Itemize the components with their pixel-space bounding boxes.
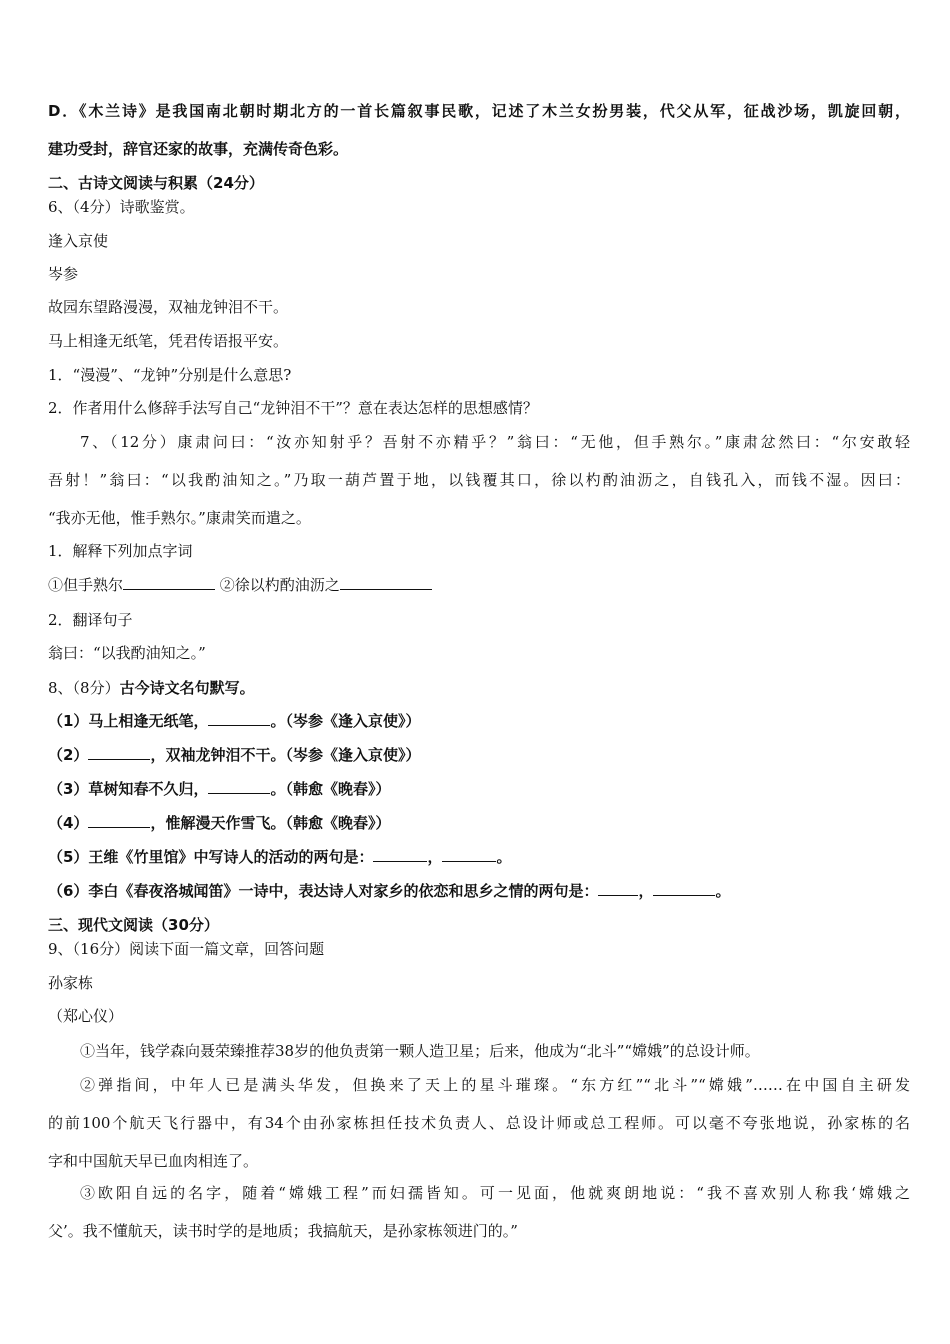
section-2-heading: 二、古诗文阅读与积累（24分） bbox=[48, 174, 264, 192]
q8-item-end: 。 bbox=[715, 882, 731, 900]
article-paragraph-3-line-1: ③欧阳自远的名字，随着“嫦娥工程”而妇孺皆知。可一见面，他就爽朗地说：“我不喜欢别人称我‘嫦娥之 bbox=[80, 1184, 910, 1202]
q7-passage-line-3: “我亦无他，惟手熟尔。”康肃笑而遣之。 bbox=[48, 509, 311, 527]
poem-line-1: 故园东望路漫漫，双袖龙钟泪不干。 bbox=[48, 298, 289, 316]
q8-item-6 bbox=[48, 880, 910, 902]
q6-sub-2: 2．作者用什么修辞手法写自己“龙钟泪不干”？意在表达怎样的思想感情？ bbox=[48, 399, 538, 417]
article-author: （郑心仪） bbox=[48, 1007, 124, 1025]
q8-item-5 bbox=[48, 846, 910, 868]
q6-sub-1: 1．“漫漫”、“龙钟”分别是什么意思? bbox=[48, 366, 292, 384]
q8-item-text: （5）王维《竹里馆》中写诗人的活动的两句是： bbox=[48, 848, 374, 866]
article-paragraph-2-line-2: 的前100个航天飞行器中，有34个由孙家栋担任技术负责人、总设计师或总工程师。可以毫不夸张地说，孙家栋的名 bbox=[48, 1114, 910, 1132]
q7-passage-line-2: 吾射！”翁曰：“以我酌油知之。”乃取一葫芦置于地，以钱覆其口，徐以杓酌油沥之，自钱孔入，而钱不湿。因曰： bbox=[48, 471, 910, 489]
poem-title: 逢入京使 bbox=[48, 232, 109, 250]
answer-blank[interactable] bbox=[123, 575, 215, 590]
q8-item-text: （4） bbox=[48, 814, 89, 832]
answer-blank[interactable] bbox=[88, 813, 150, 828]
q8-item-source: 。（韩愈《晚春》） bbox=[270, 780, 391, 798]
q8-item-text: （2） bbox=[48, 746, 89, 764]
q7-item-1: ①但手熟尔 bbox=[48, 576, 124, 594]
poem-author: 岑参 bbox=[48, 265, 79, 283]
q8-item-text: （6）李白《春夜洛城闻笛》一诗中，表达诗人对家乡的依恋和思乡之情的两句是： bbox=[48, 882, 599, 900]
q8-stem-text: 古今诗文名句默写。 bbox=[119, 679, 255, 697]
answer-blank[interactable] bbox=[208, 779, 270, 794]
article-paragraph-1: ①当年，钱学森向聂荣臻推荐38岁的他负责第一颗人造卫星；后来，他成为“北斗”“嫦娥”的总设计师。 bbox=[80, 1042, 760, 1060]
section-3-heading: 三、现代文阅读（30分） bbox=[48, 916, 219, 934]
poem-line-2: 马上相逢无纸笔，凭君传语报平安。 bbox=[48, 332, 289, 350]
answer-blank[interactable] bbox=[653, 881, 715, 896]
q8-item-source: ，双袖龙钟泪不干。（岑参《逢入京使》） bbox=[150, 746, 421, 764]
article-paragraph-3-line-2: 父’。我不懂航天，读书时学的是地质；我搞航天，是孙家栋领进门的。” bbox=[48, 1222, 518, 1240]
q8-item-4 bbox=[48, 812, 910, 834]
answer-blank[interactable] bbox=[340, 575, 432, 590]
q7-passage-line-1: 7、（12分）康肃问曰：“汝亦知射乎？吾射不亦精乎？”翁曰：“无他，但手熟尔。”康肃忿然曰：“尔安敢轻 bbox=[80, 433, 910, 451]
option-d-line-2: 建功受封，辞官还家的故事，充满传奇色彩。 bbox=[48, 140, 349, 158]
q8-item-3 bbox=[48, 778, 910, 800]
article-paragraph-2-line-1: ②弹指间，中年人已是满头华发，但换来了天上的星斗璀璨。“东方红”“北斗”“嫦娥”……在中国自主研发 bbox=[80, 1076, 910, 1094]
answer-blank[interactable] bbox=[208, 711, 270, 726]
answer-blank[interactable] bbox=[373, 847, 427, 862]
answer-blank[interactable] bbox=[598, 881, 638, 896]
q8-item-text: （3）草树知春不久归， bbox=[48, 780, 209, 798]
q7-item-2: ②徐以杓酌油沥之 bbox=[219, 576, 340, 594]
answer-blank[interactable] bbox=[442, 847, 496, 862]
q7-items bbox=[48, 574, 910, 596]
q8-item-text: （1）马上相逢无纸笔， bbox=[48, 712, 209, 730]
q9-stem: 9、（16分）阅读下面一篇文章，回答问题 bbox=[48, 940, 325, 958]
q7-sub-1: 1．解释下列加点字词 bbox=[48, 542, 193, 560]
q8-item-separator: ， bbox=[638, 882, 654, 900]
q8-item-separator: ， bbox=[427, 848, 443, 866]
q8-stem bbox=[48, 677, 910, 699]
q8-item-2 bbox=[48, 744, 910, 766]
article-paragraph-2-line-3: 字和中国航天早已血肉相连了。 bbox=[48, 1152, 259, 1170]
q8-item-1 bbox=[48, 710, 910, 732]
q8-item-source: 。（岑参《逢入京使》） bbox=[270, 712, 421, 730]
q8-item-source: ，惟解漫天作雪飞。（韩愈《晚春》） bbox=[150, 814, 391, 832]
article-title: 孙家栋 bbox=[48, 974, 94, 992]
q6-stem: 6、（4分）诗歌鉴赏。 bbox=[48, 198, 195, 216]
q8-stem-number: 8、（8分） bbox=[48, 679, 120, 697]
option-d-line-1: D．《木兰诗》是我国南北朝时期北方的一首长篇叙事民歌，记述了木兰女扮男装，代父从军，征战沙场，凯旋回朝， bbox=[48, 102, 910, 120]
q7-translate-sentence: 翁曰：“以我酌油知之。” bbox=[48, 644, 206, 662]
q7-sub-2: 2．翻译句子 bbox=[48, 611, 133, 629]
q8-item-end: 。 bbox=[496, 848, 512, 866]
answer-blank[interactable] bbox=[88, 745, 150, 760]
